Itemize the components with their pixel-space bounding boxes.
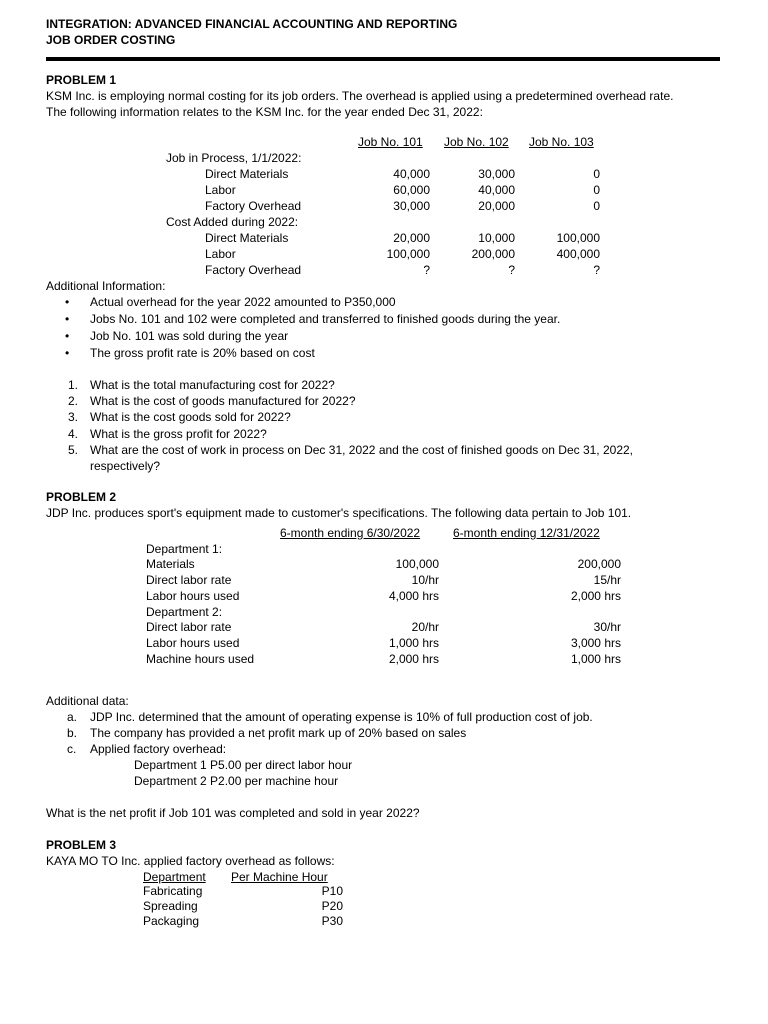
row-label: Factory Overhead: [205, 263, 302, 277]
period-2-header: 6-month ending 12/31/2022: [453, 526, 600, 540]
list-item: • Actual overhead for the year 2022 amounted to P350,000: [90, 294, 396, 310]
group-label-cost-added: Cost Added during 2022:: [166, 215, 299, 229]
row-label: Labor hours used: [146, 589, 240, 603]
question-text: What is the cost goods sold for 2022?: [90, 410, 291, 424]
item-text: JDP Inc. determined that the amount of operating expense is 10% of full production cost of job.: [90, 710, 593, 724]
item-letter: b.: [67, 726, 78, 740]
cell-value: 200,000: [577, 557, 621, 571]
problem-1-intro: KSM Inc. is employing normal costing for its job orders. The overhead is applied using a predetermined overhead rate.: [46, 89, 674, 103]
item-letter: a.: [67, 710, 78, 724]
question-text: What is the cost of goods manufactured for 2022?: [90, 394, 356, 408]
row-label: Direct labor rate: [146, 573, 232, 587]
rate-value: P30: [321, 914, 343, 928]
item-letter: c.: [67, 742, 77, 756]
job-101-header: Job No. 101: [358, 135, 423, 149]
question-number: 1.: [68, 378, 79, 392]
group-label-wip: Job in Process, 1/1/2022:: [166, 151, 302, 165]
cell-value: ?: [423, 263, 430, 277]
cell-value: 1,000 hrs: [570, 652, 621, 666]
row-label: Labor hours used: [146, 636, 240, 650]
department-name: Packaging: [143, 914, 200, 928]
list-item: • The gross profit rate is 20% based on cost: [90, 345, 315, 361]
question-text: What is the total manufacturing cost for 2022?: [90, 378, 335, 392]
problem-3-heading: PROBLEM 3: [46, 838, 117, 852]
cell-value: ?: [593, 263, 600, 277]
cell-value: 400,000: [556, 247, 600, 261]
cell-value: 20,000: [393, 231, 430, 245]
document-subtitle: JOB ORDER COSTING: [46, 33, 176, 47]
cell-value: 30/hr: [593, 620, 621, 634]
row-label: Department 1:: [146, 542, 223, 556]
row-label: Direct labor rate: [146, 620, 232, 634]
cell-value: 2,000 hrs: [570, 589, 621, 603]
question-text-continued: respectively?: [90, 459, 161, 473]
item-text: The company has provided a net profit mark up of 20% based on sales: [90, 726, 467, 740]
cell-value: 200,000: [471, 247, 515, 261]
problem-1-heading: PROBLEM 1: [46, 73, 117, 87]
cell-value: 10/hr: [411, 573, 439, 587]
cell-value: 0: [593, 183, 600, 197]
header-divider: [46, 57, 720, 61]
problem-2-heading: PROBLEM 2: [46, 490, 117, 504]
problem-2-question: What is the net profit if Job 101 was completed and sold in year 2022?: [46, 806, 420, 820]
additional-data-heading: Additional data:: [46, 694, 129, 708]
problem-3-intro: KAYA MO TO Inc. applied factory overhead as follows:: [46, 854, 335, 868]
overhead-rate-dept-2: Department 2 P2.00 per machine hour: [134, 774, 339, 788]
cell-value: 100,000: [395, 557, 439, 571]
question-number: 3.: [68, 410, 79, 424]
cell-value: 100,000: [386, 247, 430, 261]
cell-value: 20,000: [478, 199, 515, 213]
question-text: What is the gross profit for 2022?: [90, 427, 267, 441]
cell-value: 40,000: [478, 183, 515, 197]
question-number: 4.: [68, 427, 79, 441]
cell-value: 4,000 hrs: [388, 589, 439, 603]
cell-value: 15/hr: [593, 573, 621, 587]
cell-value: 100,000: [556, 231, 600, 245]
job-103-header: Job No. 103: [529, 135, 594, 149]
cell-value: 30,000: [393, 199, 430, 213]
additional-info-heading: Additional Information:: [46, 279, 166, 293]
question-number: 5.: [68, 443, 79, 457]
cell-value: 10,000: [478, 231, 515, 245]
cell-value: 3,000 hrs: [570, 636, 621, 650]
question-number: 2.: [68, 394, 79, 408]
row-label: Labor: [205, 183, 236, 197]
cell-value: 1,000 hrs: [388, 636, 439, 650]
document-title: INTEGRATION: ADVANCED FINANCIAL ACCOUNTING AND REPORTING: [46, 17, 458, 31]
cell-value: ?: [508, 263, 515, 277]
cell-value: 20/hr: [411, 620, 439, 634]
cell-value: 0: [593, 167, 600, 181]
problem-1-intro-2: The following information relates to the KSM Inc. for the year ended Dec 31, 2022:: [46, 105, 483, 119]
list-item: • Job No. 101 was sold during the year: [90, 328, 288, 344]
problem-2-intro: JDP Inc. produces sport's equipment made to customer's specifications. The following data pertain to Job 101.: [46, 506, 632, 520]
row-label: Factory Overhead: [205, 199, 302, 213]
overhead-rate-dept-1: Department 1 P5.00 per direct labor hour: [134, 758, 353, 772]
department-column-header: Department: [143, 870, 206, 884]
row-label: Materials: [146, 557, 195, 571]
list-item: • Jobs No. 101 and 102 were completed and transferred to finished goods during the year.: [90, 311, 560, 327]
cell-value: 0: [593, 199, 600, 213]
cell-value: 40,000: [393, 167, 430, 181]
question-text: What are the cost of work in process on Dec 31, 2022 and the cost of finished goods on Dec 31, 2022,: [90, 443, 633, 457]
rate-value: P10: [321, 884, 343, 898]
department-name: Spreading: [143, 899, 198, 913]
cell-value: 30,000: [478, 167, 515, 181]
cell-value: 60,000: [393, 183, 430, 197]
row-label: Direct Materials: [205, 167, 289, 181]
row-label: Labor: [205, 247, 236, 261]
rate-value: P20: [321, 899, 343, 913]
row-label: Machine hours used: [146, 652, 255, 666]
cell-value: 2,000 hrs: [388, 652, 439, 666]
item-text: Applied factory overhead:: [90, 742, 227, 756]
row-label: Department 2:: [146, 605, 223, 619]
row-label: Direct Materials: [205, 231, 289, 245]
job-102-header: Job No. 102: [444, 135, 509, 149]
rate-column-header: Per Machine Hour: [231, 870, 328, 884]
department-name: Fabricating: [143, 884, 203, 898]
period-1-header: 6-month ending 6/30/2022: [280, 526, 421, 540]
